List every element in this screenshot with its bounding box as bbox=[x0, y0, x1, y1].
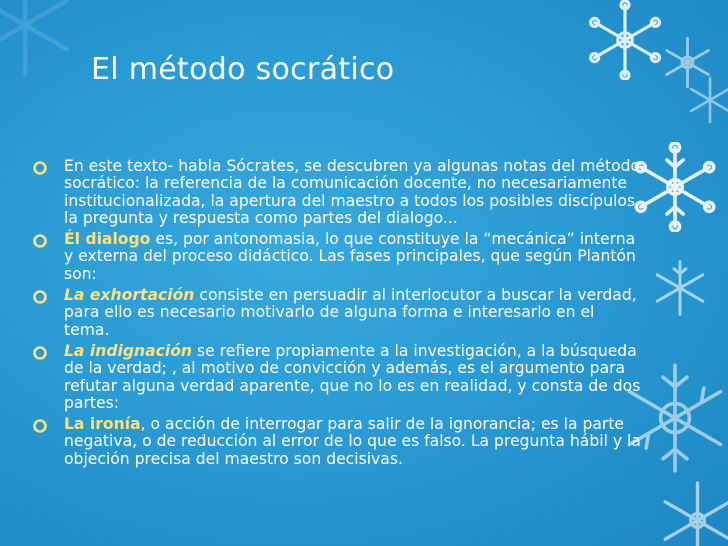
bullet-icon bbox=[33, 419, 47, 433]
bullet-body: En este texto- habla Sócrates, se descubren ya algunas notas del método socrático: la referencia de la comunicación docente, no necesariamente institucionalizada, la apertura del maestro a todos los posibles discípulos, la pregunta y respuesta como partes del dialogo... bbox=[64, 157, 641, 227]
bullet-text bbox=[64, 158, 644, 227]
list-item bbox=[18, 231, 644, 283]
snowflake-icon bbox=[685, 75, 728, 125]
bullet-icon bbox=[33, 290, 47, 304]
bullet-body: es, por antonomasia, lo que constituye la “mecánica” interna y externa del proceso didáctico. Las fases principales, que según Plantón son: bbox=[64, 230, 636, 283]
list-item bbox=[18, 287, 644, 339]
bullet-term: La indignación bbox=[64, 341, 193, 360]
bullet-icon bbox=[33, 346, 47, 360]
bullet-term: Él dialogo bbox=[64, 230, 151, 249]
bullet-term: La ironía bbox=[64, 415, 141, 434]
list-item bbox=[18, 416, 644, 468]
bullet-text bbox=[64, 287, 644, 339]
list-item bbox=[18, 343, 644, 412]
list-item bbox=[18, 158, 644, 227]
bullet-body: se refiere propiamente a la investigación, a la búsqueda de la verdad; , al motivo de convicción y además, es el argumento para refutar alguna verdad aparente, que no lo es en realidad, y consta de dos partes: bbox=[64, 341, 641, 412]
bullet-term: La exhortación bbox=[64, 286, 195, 305]
snowflake-icon bbox=[0, 0, 80, 80]
bullet-body: consiste en persuadir al interlocutor a buscar la verdad, para ello es necesario motivarlo de alguna forma e interesarlo en el tema. bbox=[64, 286, 637, 339]
snowflake-icon bbox=[655, 478, 728, 546]
bullet-icon bbox=[33, 234, 47, 248]
bullet-icon bbox=[33, 161, 47, 175]
bullet-list bbox=[18, 158, 644, 472]
bullet-text bbox=[64, 416, 644, 468]
bullet-text bbox=[64, 343, 644, 412]
bullet-text bbox=[64, 231, 644, 283]
snowflake-icon bbox=[585, 0, 665, 80]
slide-title: El método socrático bbox=[91, 52, 395, 87]
bullet-body: , o acción de interrogar para salir de la ignorancia; es la parte negativa, o de reducción al error de lo que es falso. La pregunta hábil y la objeción precisa del maestro son decisivas. bbox=[64, 415, 641, 468]
snowflake-icon bbox=[650, 258, 710, 318]
